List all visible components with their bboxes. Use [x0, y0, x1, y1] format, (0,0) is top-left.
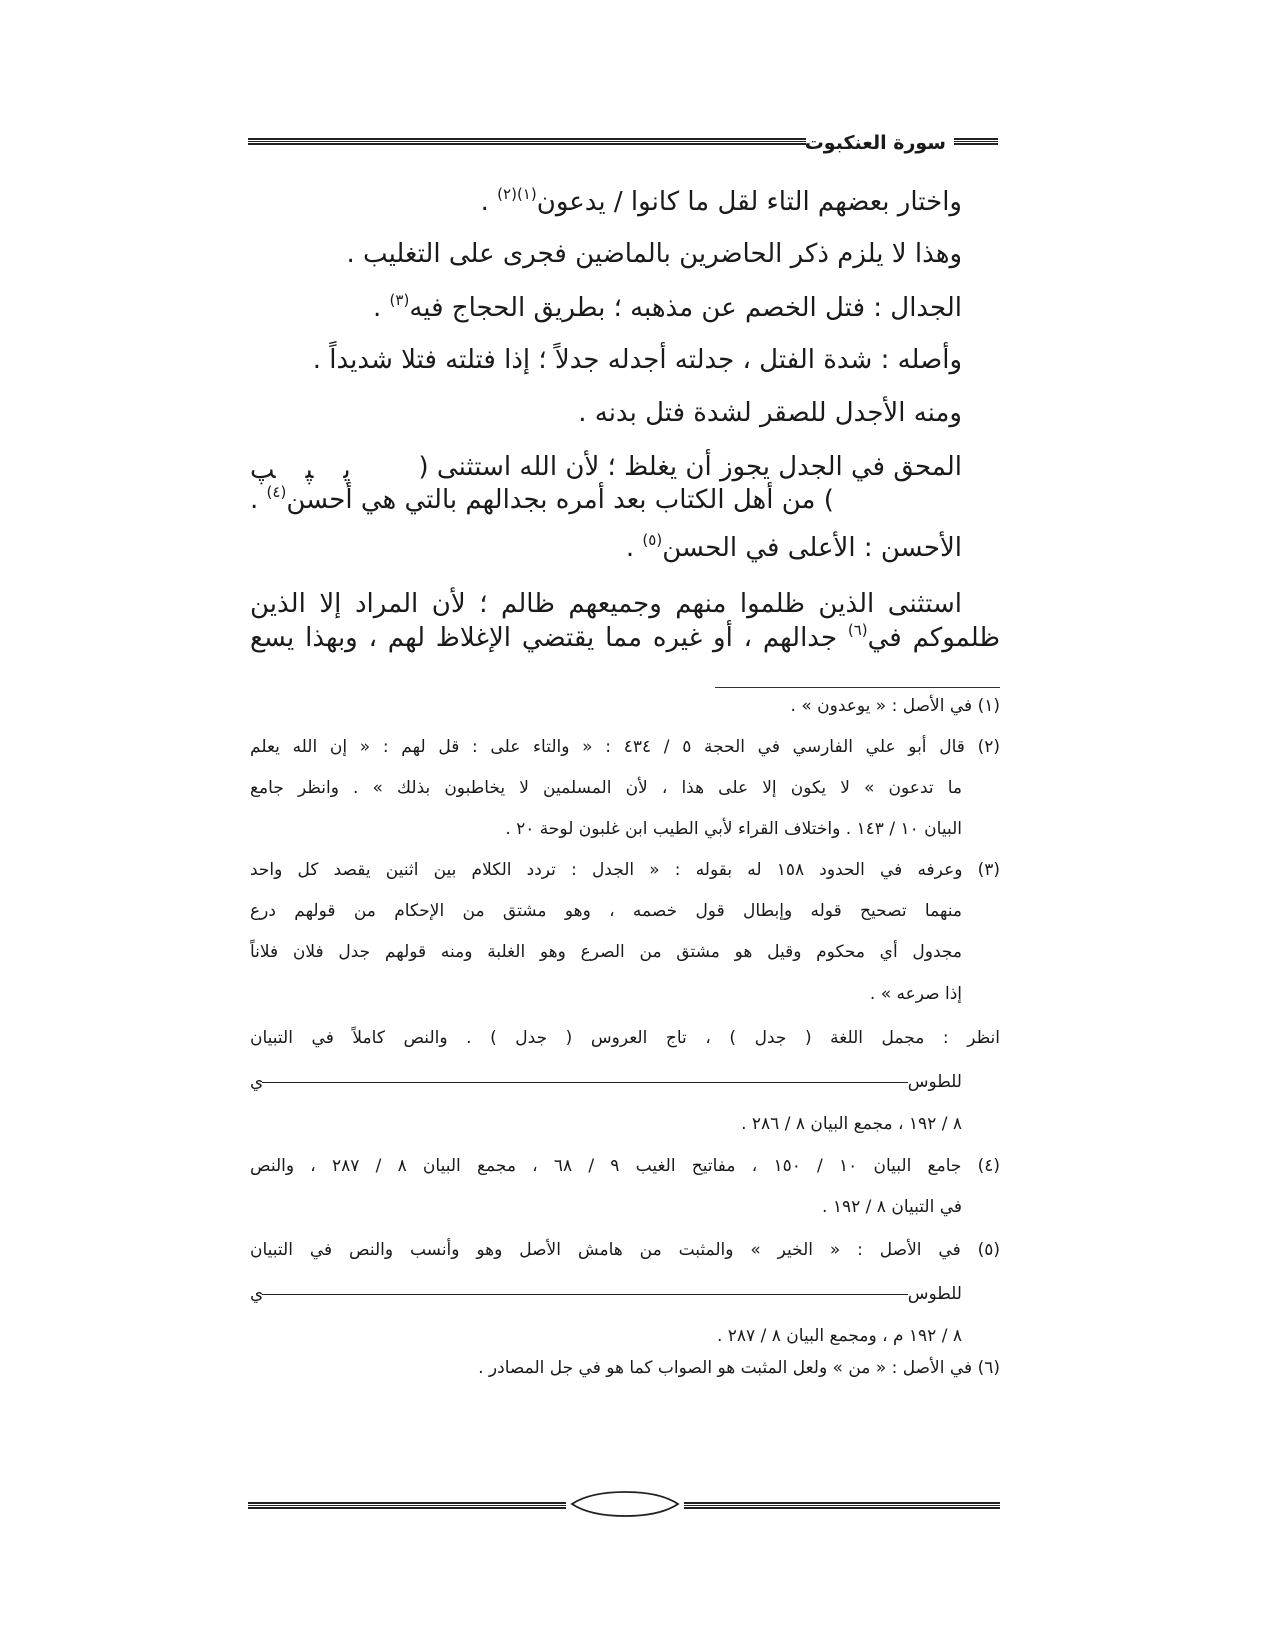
main-line: وهذا لا يلزم ذكر الحاضرين بالماضين فجرى على التغليب .	[346, 239, 962, 269]
header-rule-right	[954, 138, 998, 145]
running-header	[248, 130, 998, 160]
main-line: المحق في الجدل يجوز أن يغلظ ؛ لأن الله استثنى (	[418, 452, 962, 482]
footer-rule-left	[248, 1502, 566, 1509]
footnote-ref: (٦)	[847, 621, 868, 639]
surah-title: سورة العنكبوت	[804, 132, 946, 154]
page-footer-ornament	[248, 1490, 1000, 1520]
footnote-separator	[715, 687, 1000, 688]
footnote-ref: (٤)	[266, 483, 287, 501]
main-line: وأصله : شدة الفتل ، جدلته أجدله جدلاً ؛ إذا فتلته فتلا شديداً .	[312, 345, 962, 375]
main-line: استثنى الذين ظلموا منهم وجميعهم ظالم ؛ لأن المراد إلا الذين	[250, 589, 962, 619]
header-rule-left	[248, 138, 806, 145]
footnote-ref: (١)	[516, 185, 537, 203]
stretched-word: للطوس ي	[250, 1284, 962, 1304]
footnote-ref: (٢)	[497, 185, 517, 203]
page: سورة العنكبوت واختار بعضهم التاء لقل ما كانوا / يدعون$^{(١)(٢)}$ . وهذا لا يلزم ذكر الحاضرين بالماضين فجرى على التغليب . الجدال : فتل الخصم عن مذهبه ؛ بطريق الحجاج فيه$^{(٣)}$ . وأصله : شدة الفتل ، جدلته أجدله جدلاً ؛ إذا فتلته فتلا شديداً . ومنه الأجدل للصقر لشدة فتل بدنه . المحق في الجدل يجوز أن يغلظ ؛ لأن الله استثنى ( پپپ ) من أهل الكتاب بعد أمره بجدالهم بالتي هي أحسن$^{(٤)}$ . الأحسن : الأعلى في الحسن$^{(٥)}$ . استثنى الذين ظلموا منهم وجميعهم ظالم ؛ لأن المراد إلا الذين ظلموكم في$^{(٦)}$ جدالهم ، أو غيره مما يقتضي الإغلاظ لهم ، وبهذا يسع (١) في الأصل : « يوعدون » . (٢) قال أبو علي الفارسي في الحجة ٥ / ٤٣٤ : « والتاء على : قل لهم : « إن الله يعلم ما تدعون » لا يكون إلا على هذا ، لأن المسلمين لا يخاطبون بذلك » . وانظر جامع البيان ١٠ / ١٤٣ . واختلاف القراء لأبي الطيب ابن غلبون لوحة ٢٠ . (٣) وعرفه في الحدود ١٥٨ له بقوله : « الجدل : تردد الكلام بين اثنين يقصد كل واحد منهما تصحيح قوله وإبطال قول خصمه ، وهو مشتق من الإحكام من قولهم درع مجدول أي محكوم وقيل هو مشتق من الصرع وهو الغلبة ومنه قولهم جدل فلان فلاناً إذا صرعه » . انظر : مجمل اللغة ( جدل ) ، تاج العروس ( جدل ) . والنص كاملاً في التبيان للطوس ي ٨ / ١٩٢ ، مجمع البيان ٨ / ٢٨٦ . (٤) جامع البيان ١٠ / ١٥٠ ، مفاتيح الغيب ٩ / ٦٨ ، مجمع البيان ٨ / ٢٨٧ ، والنص في التبيان ٨ / ١٩٢ . (٥) في الأصل : « الخير » والمثبت من هامش الأصل وهو وأنسب والنص في التبيان للطوس ي ٨ / ١٩٢ م ، ومجمع البيان ٨ / ٢٨٧ . (٦) في الأصل : « من » ولعل المثبت هو الصواب كما هو في جل المصادر .	[0, 0, 1275, 1650]
page-number-oval	[570, 1490, 680, 1518]
footer-rule-right	[684, 1502, 1000, 1509]
quran-glyphs: پپپ	[250, 455, 351, 485]
main-line: ) من أهل الكتاب بعد أمره بجدالهم بالتي هي أحسن$^{(٤)}$ .	[250, 483, 834, 515]
main-line: ومنه الأجدل للصقر لشدة فتل بدنه .	[578, 398, 962, 428]
main-line: الجدال : فتل الخصم عن مذهبه ؛ بطريق الحجاج فيه$^{(٣)}$ .	[373, 291, 962, 323]
main-line: ظلموكم في$^{(٦)}$ جدالهم ، أو غيره مما يقتضي الإغلاظ لهم ، وبهذا يسع	[250, 621, 1001, 653]
footnote-ref: (٣)	[389, 291, 410, 309]
main-line: واختار بعضهم التاء لقل ما كانوا / يدعون$^{(١)(٢)}$ .	[480, 185, 962, 217]
stretched-word: للطوس ي	[250, 1072, 962, 1092]
main-line: الأحسن : الأعلى في الحسن$^{(٥)}$ .	[625, 531, 962, 563]
footnote-ref: (٥)	[642, 531, 663, 549]
